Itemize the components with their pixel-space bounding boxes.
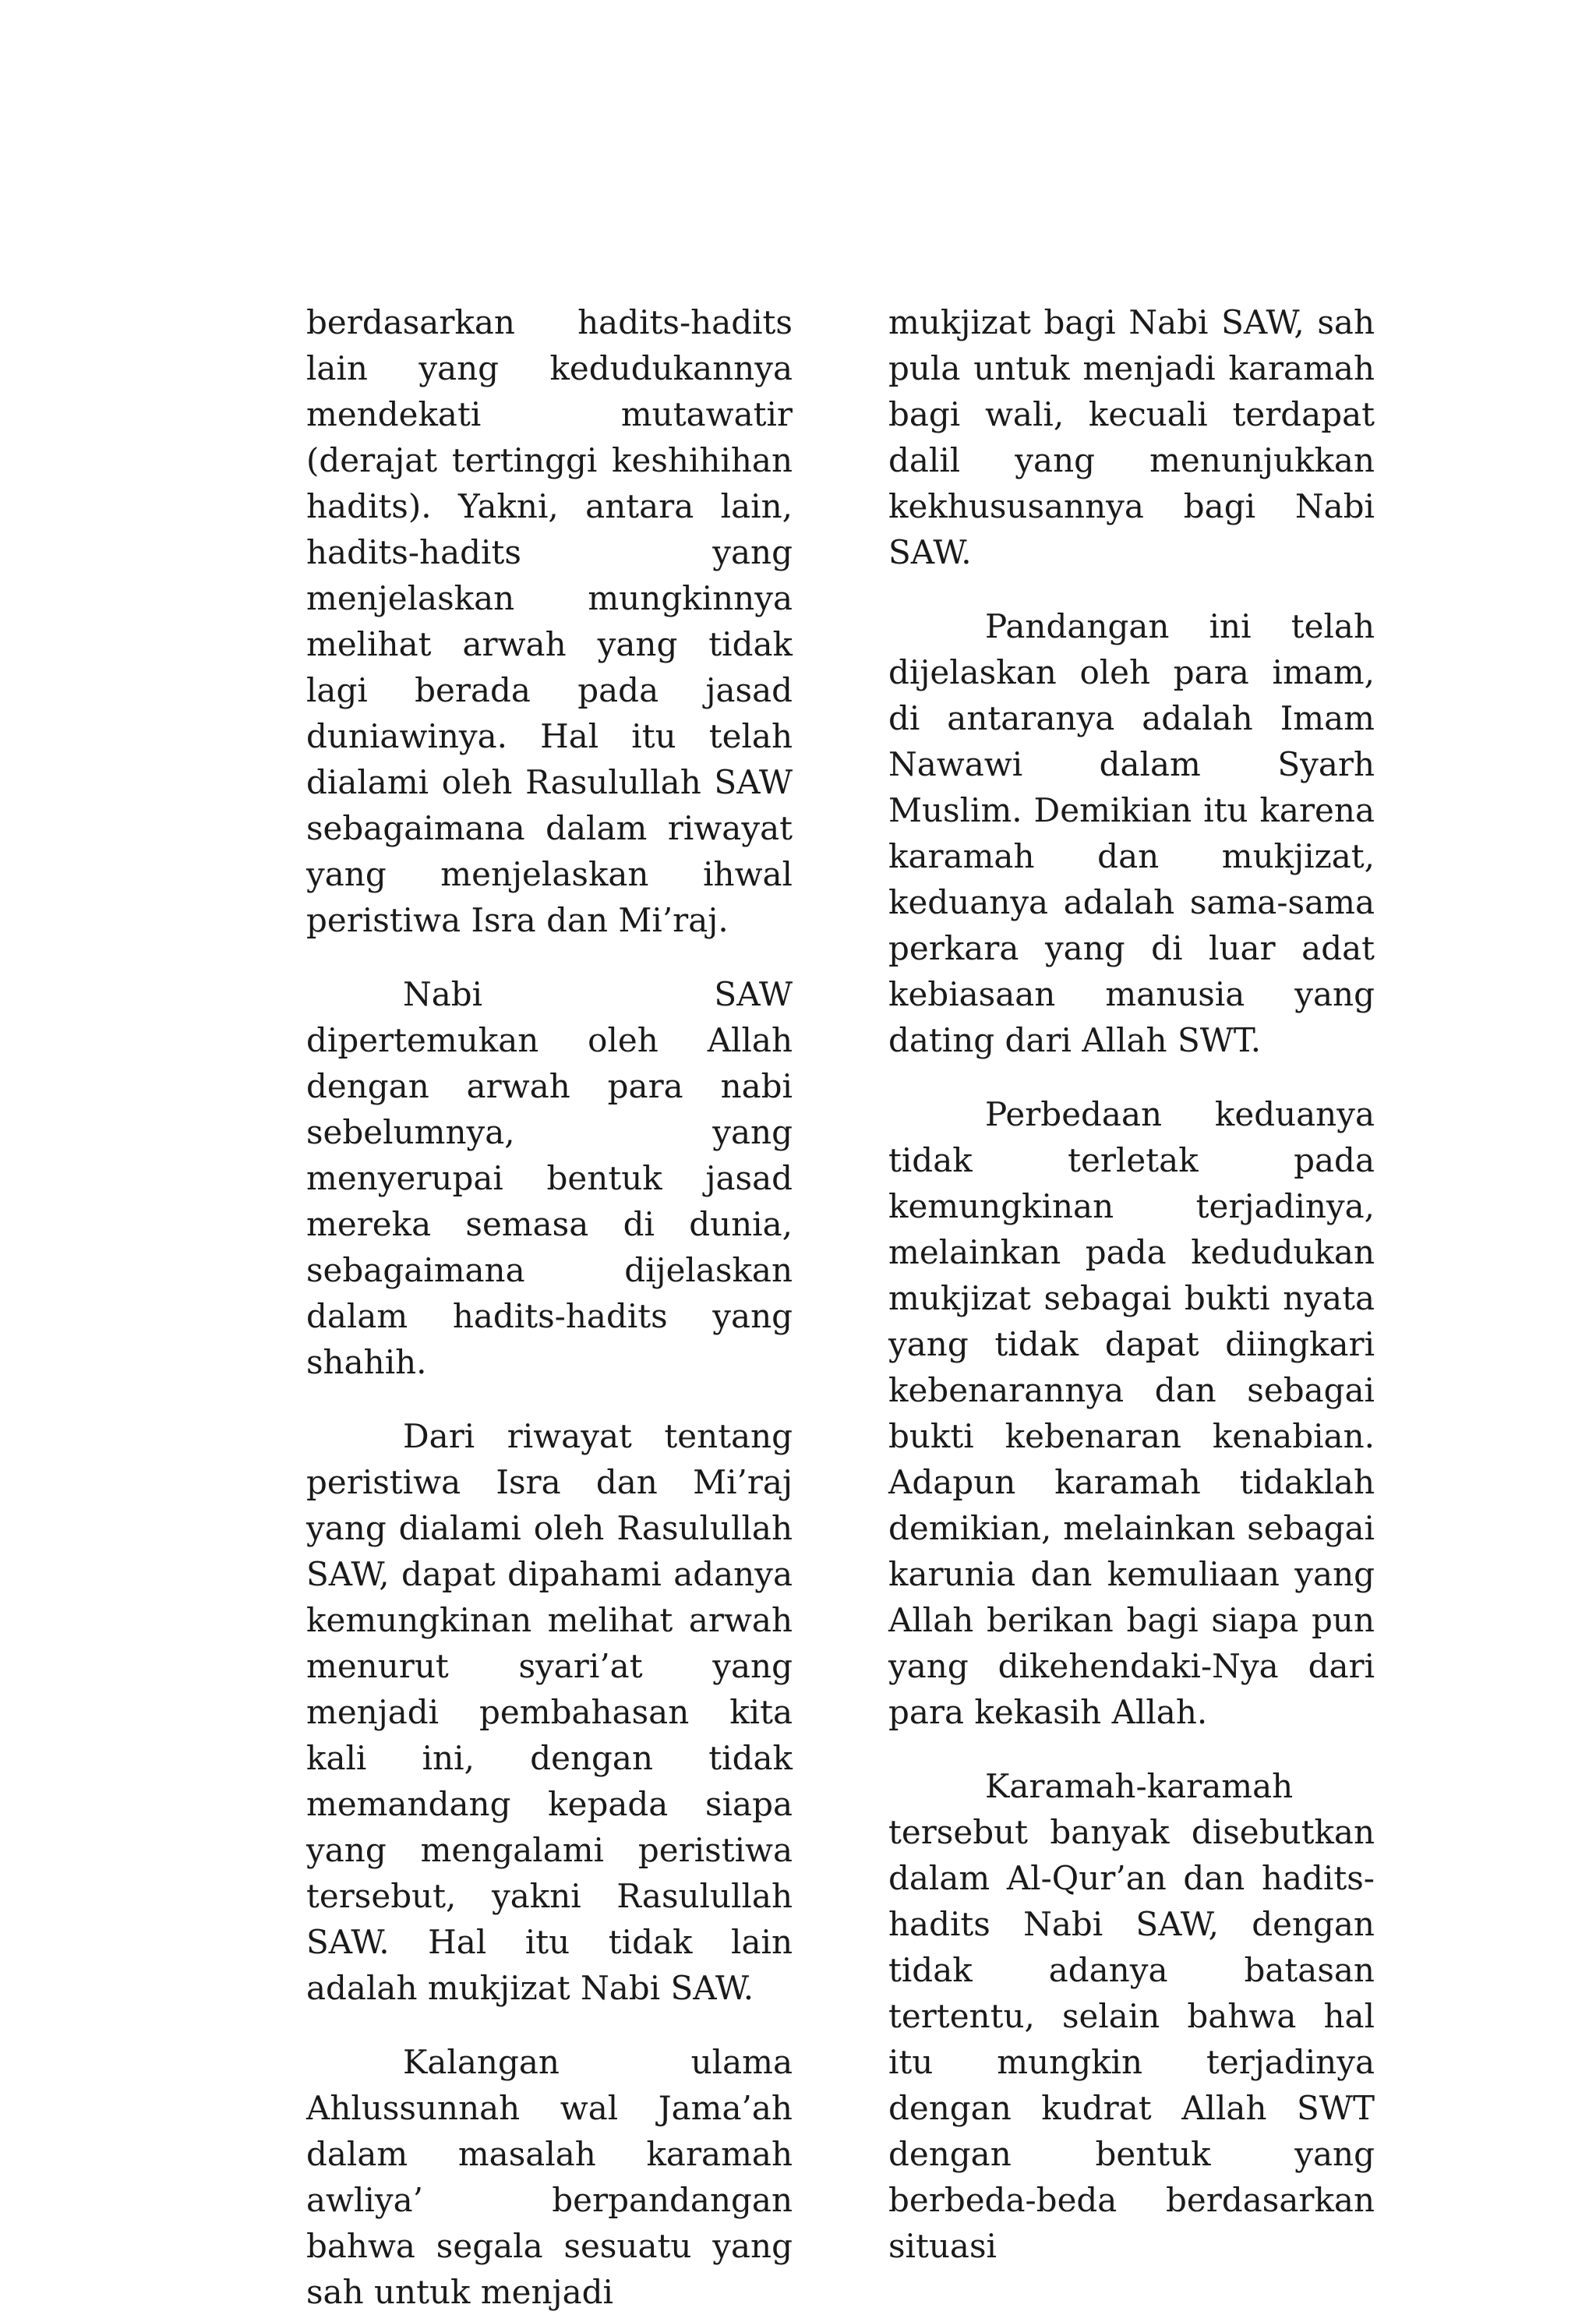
left-text-column (306, 299, 793, 2315)
paragraph: Nabi SAW dipertemukan oleh Allah dengan arwah para nabi sebelumnya, yang menyerupai bentuk jasad mereka semasa di dunia, sebagaimana dijelaskan dalam hadits-hadits yang shahih. (306, 975, 793, 1381)
paragraph: tersebut banyak disebutkan dalam Al-Qur’an dan hadits-hadits Nabi SAW, dengan tidak adanya batasan tertentu, selain bahwa hal itu mungkin terjadinya dengan kudrat Allah SWT dengan bentuk yang berbeda-beda berdasarkan situasi (888, 1813, 1375, 2265)
paragraph-continued: mukjizat bagi Nabi SAW, sah pula untuk menjadi karamah bagi wali, kecuali terdapat dalil yang menunjukkan kekhususannya bagi Nabi SAW. (888, 303, 1375, 571)
paragraph: Perbedaan keduanya tidak terletak pada kemungkinan terjadinya, melainkan pada kedudukan mukjizat sebagai bukti nyata yang tidak dapat diingkari kebenarannya dan sebagai bukti kebenaran kenabian. Adapun karamah tidaklah demikian, melainkan sebagai karunia dan kemuliaan yang Allah berikan bagi siapa pun yang dikehendaki-Nya dari para kekasih Allah. (888, 1095, 1375, 1731)
paragraph: Dari riwayat tentang peristiwa Isra dan Mi’raj yang dialami oleh Rasulullah SAW, dapat dipahami adanya kemungkinan melihat arwah menurut syari’at yang menjadi pembahasan kita kali ini, dengan tidak memandang kepada siapa yang mengalami peristiwa tersebut, yakni Rasulullah SAW. Hal itu tidak lain adalah mukjizat Nabi SAW. (306, 1417, 793, 2007)
paragraph: Pandangan ini telah dijelaskan oleh para imam, di antaranya adalah Imam Nawawi dalam Syarh Muslim. Demikian itu karena karamah dan mukjizat, keduanya adalah sama-sama perkara yang di luar adat kebiasaan manusia yang dating dari Allah SWT. (888, 607, 1375, 1059)
paragraph-lead: Karamah-karamah (985, 1767, 1294, 1805)
paragraph-continued: berdasarkan hadits-hadits lain yang kedudukannya mendekati mutawatir (derajat tertinggi keshihihan hadits). Yakni, antara lain, hadits-hadits yang menjelaskan mungkinnya melihat arwah yang tidak lagi berada pada jasad duniawinya. Hal itu telah dialami oleh Rasulullah SAW sebagaimana dalam riwayat yang menjelaskan ihwal peristiwa Isra dan Mi’raj. (306, 303, 793, 939)
right-text-column (888, 299, 1375, 2269)
paragraph: Kalangan ulama Ahlussunnah wal Jama’ah dalam masalah karamah awliya’ berpandangan bahwa segala sesuatu yang sah untuk menjadi (306, 2043, 793, 2311)
